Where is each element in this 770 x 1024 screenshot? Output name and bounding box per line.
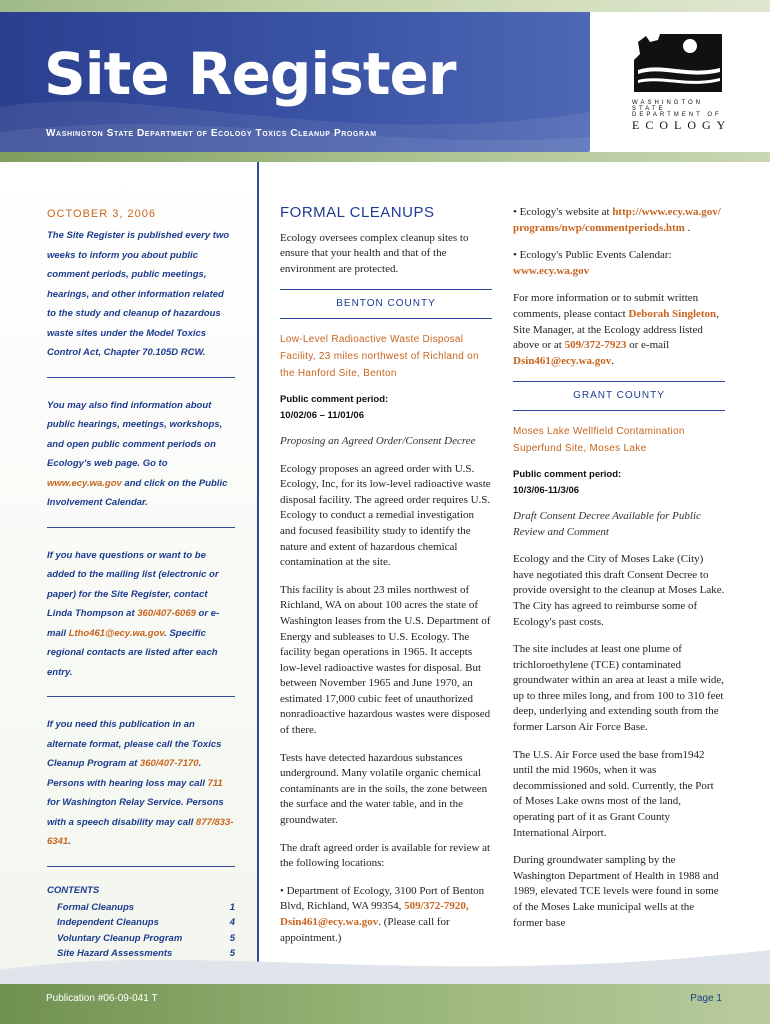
paragraph: The draft agreed order is available for review at the following locations: — [280, 841, 491, 870]
logo-line-ecology: ECOLOGY — [632, 118, 732, 132]
contact-email-link[interactable]: Ltho461@ecy.wa.gov — [68, 627, 165, 639]
main-column-1 — [280, 205, 492, 958]
toc-item[interactable]: Voluntary Cleanup Program 5 — [57, 932, 235, 944]
page-number: Page 1 — [690, 993, 722, 1004]
proposal-heading: Proposing an Agreed Order/Consent Decree — [280, 434, 476, 447]
contents-title: CONTENTS — [47, 884, 100, 896]
section-intro: Ecology oversees complex cleanup sites to ensure that your health and that of the environment are protected. — [280, 231, 469, 275]
proposal-heading: Draft Consent Decree Available for Public Review and Comment — [513, 509, 701, 538]
contact-phone: 360/407-6069 — [137, 608, 196, 619]
issue-date: OCTOBER 3, 2006 — [47, 208, 156, 220]
events-calendar-link[interactable]: www.ecy.wa.gov — [513, 264, 590, 277]
toc-item[interactable]: Formal Cleanups 1 — [57, 901, 235, 913]
sidebar-divider — [47, 696, 235, 697]
paragraph: The U.S. Air Force used the base from1942 until the mid 1960s, when it was decommissioned and sold. Currently, the Port of Moses Lake owns most of the land, operating part of it as Grant County International Airport. — [513, 748, 714, 839]
ecology-website-link[interactable]: www.ecy.wa.gov — [47, 477, 122, 489]
site-manager-name: Deborah Singleton — [628, 307, 717, 320]
toc-item[interactable]: Site Hazard Assessments 5 — [57, 948, 235, 959]
tty-number: 877/833-6341 — [47, 816, 234, 847]
review-location: • Ecology's Public Events Calendar: www.ecy.wa.gov — [513, 249, 672, 277]
contact-info: For more information or to submit written comments, please contact Deborah Singleton, Site Manager, at the Ecology address listed above or at 509/372-7923 or e-mail Dsin461@ecy.wa.gov. — [513, 292, 719, 367]
paragraph: This facility is about 23 miles northwest of Richland, WA on about 100 acres the state of Washington leases from the U.S. Department of Energy and subleases to U.S. Ecology. The facility began operations in 1965. It accepts low-level radioactive wastes for disposal. But between November 1965 and June 1970, an estimated 17,000 cubic feet of unauthorized nonradioactive hazardous wastes were disposed of there. — [280, 583, 491, 737]
page-title: Site Register — [44, 40, 456, 108]
footer-band — [0, 984, 770, 1024]
paragraph: During groundwater sampling by the Washington Department of Health in 1988 and 1989, elevated TCE levels were found in some of the Moses Lake municipal wells at the former base — [513, 854, 719, 929]
publication-number: Publication #06-09-041 T — [46, 993, 158, 1004]
sidebar-content — [47, 208, 235, 1024]
sidebar-intro: The Site Register is published every two weeks to inform you about public comment periods, public meetings, hearings, and other information related to the study and cleanup of hazardous waste sites under the Model Toxics Control Act, Chapter 70.105D RCW. — [47, 230, 230, 358]
sidebar-contact: If you have questions or want to be added to the mailing list (electronic or paper) for the Site Register, contact Linda Thompson at 360/407-6069 or e-mail Ltho461@ecy.wa.gov. Specific regional contacts are listed after each entry. — [47, 549, 220, 678]
comment-period-dates: 10/02/06 – 11/01/06 — [280, 409, 364, 421]
county-heading: GRANT COUNTY — [513, 381, 725, 411]
comment-period-dates: 10/3/06-11/3/06 — [513, 484, 580, 496]
sidebar-alt-format: If you need this publication in an alternate format, please call the Toxics Cleanup Program at 360/407-7170. Persons with hearing loss may call 711 for Washington Relay Service. Persons with a speech disability may call 877/833-6341. — [47, 719, 234, 847]
logo-line-state: WASHINGTON STATE — [632, 100, 704, 112]
page-subtitle: Washington State Department of Ecology Toxics Cleanup Program — [46, 128, 377, 139]
county-heading: BENTON COUNTY — [280, 289, 492, 319]
top-stripe — [0, 0, 770, 12]
ecology-logo-text — [632, 100, 732, 133]
logo-line-department: DEPARTMENT OF — [632, 112, 722, 118]
relay-number: 711 — [207, 777, 223, 789]
paragraph: Ecology and the City of Moses Lake (City) have negotiated this draft Consent Decree to provide oversight to the cleanup at Moses Lake. The City has agreed to reimburse some of Ecology's past costs. — [513, 553, 725, 628]
green-band — [0, 152, 770, 162]
comment-period-label: Public comment period: — [513, 468, 622, 480]
site-name: Moses Lake Wellfield Contamination Superfund Site, Moses Lake — [513, 425, 685, 454]
main-column-2 — [513, 205, 725, 943]
website-link[interactable]: http://www.ecy.wa.gov/programs/nwp/commentperiods.htm — [513, 206, 721, 234]
toc-item[interactable]: Independent Cleanups 4 — [57, 917, 235, 928]
sidebar-web-notice: You may also find information about public hearings, meetings, workshops, and open public comment periods on Ecology's web page. Go to www.ecy.wa.gov and click on the Public Involvement Calendar. — [47, 399, 228, 508]
tcp-phone: 360/407-7170 — [139, 758, 199, 769]
comment-period-label: Public comment period: — [280, 393, 389, 405]
sidebar-divider — [47, 866, 235, 867]
paragraph: Ecology proposes an agreed order with U.S. Ecology, Inc, for its low-level radioactive waste disposal facility. The agreed order requires U.S. Ecology to conduct a remedial investigation and focused feasibility study to identify the nature and extent of hazardous chemical contamination at the site. — [280, 462, 491, 569]
site-name: Low-Level Radioactive Waste Disposal Facility, 23 miles northwest of Richland on the Hanford Site, Benton — [280, 333, 479, 379]
washington-state-map-icon — [632, 32, 724, 94]
column-divider — [257, 162, 259, 984]
site-manager-email-link[interactable]: Dsin461@ecy.wa.gov — [513, 354, 612, 367]
review-location: • Department of Ecology, 3100 Port of Benton Blvd, Richland, WA 99354, 509/372-7920, Dsin461@ecy.wa.gov. (Please call for appointment.) — [280, 884, 485, 944]
sidebar-divider — [47, 527, 235, 528]
paragraph: The site includes at least one plume of trichloroethylene (TCE) contaminated groundwater within an area at least a mile wide, up to three miles long, and from 100 to 310 feet deep, underlying and extending south from the former Larson Air Force Base. — [513, 643, 725, 734]
site-manager-phone: 509/372-7923 — [564, 339, 627, 352]
section-title: FORMAL CLEANUPS — [280, 204, 435, 221]
sidebar-divider — [47, 377, 235, 378]
paragraph: Tests have detected hazardous substances underground. Many volatile organic chemical contaminants are in the soils, the zone between the surface and the water table, and in the groundwater. — [280, 751, 488, 827]
location-contact-link[interactable]: 509/372-7920, Dsin461@ecy.wa.gov — [280, 900, 469, 928]
review-location: • Ecology's website at http://www.ecy.wa.gov/programs/nwp/commentperiods.htm . — [513, 206, 721, 234]
